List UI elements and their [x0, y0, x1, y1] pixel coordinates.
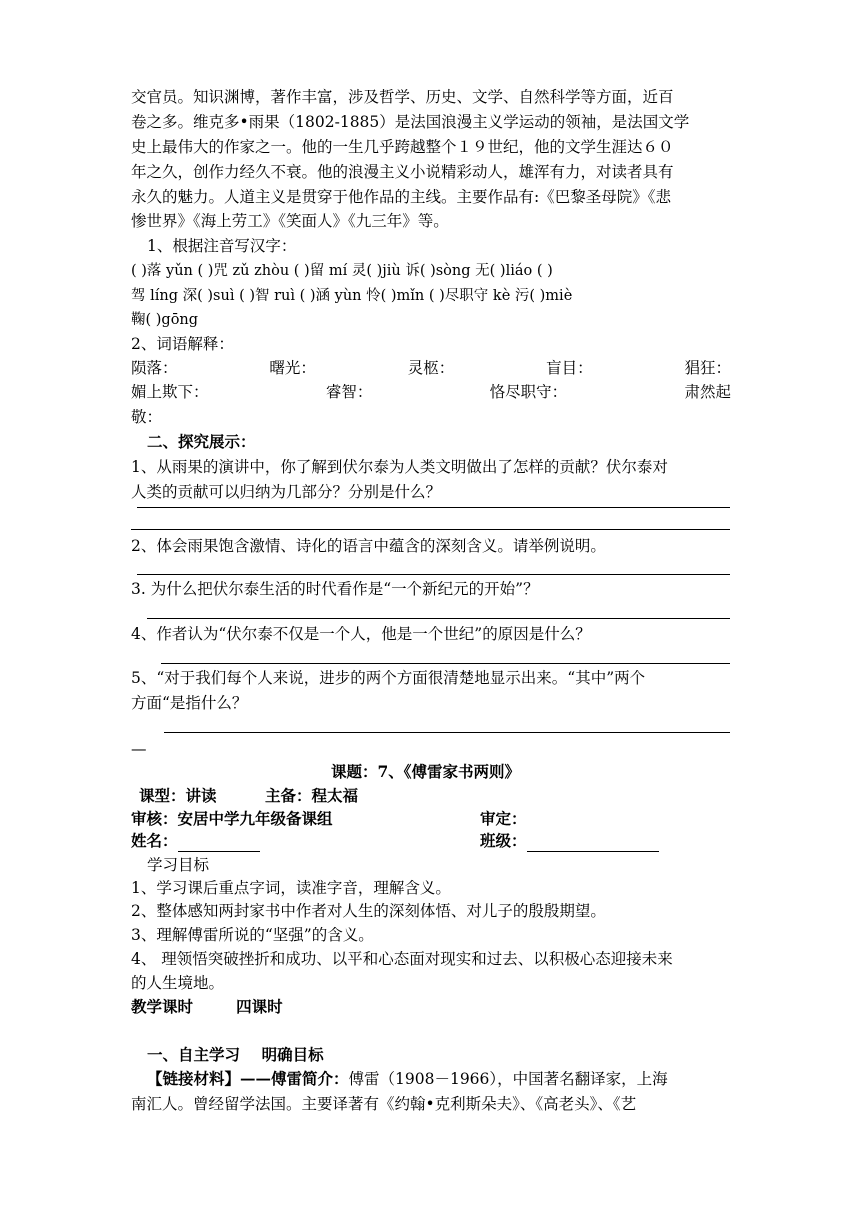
intro-line-3: 史上最伟大的作家之一。他的一生几乎跨越整个１９世纪，他的文学生涯达６０ [131, 138, 674, 156]
pinyin-heading: 1、根据注音写汉字： [147, 237, 297, 255]
name-blank [178, 835, 260, 852]
lesson-author: 主备：程太福 [265, 786, 359, 805]
question-4: 4、作者认为“伏尔泰不仅是一个人，他是一个世纪”的原因是什么？ [131, 625, 591, 643]
lesson-type: 课型：讲读 [139, 786, 217, 805]
class-label [480, 830, 659, 852]
lesson-review: 审核：安居中学九年级备课组 [131, 809, 333, 828]
goal-3: 3、理解傅雷所说的“坚强”的含义。 [131, 926, 374, 944]
goal-4b: 的人生境地。 [131, 974, 225, 992]
trailing-dash: — [131, 740, 147, 758]
pinyin-line-3: 鞠( )gōng [131, 312, 199, 328]
vocab-term: 肃然起 [684, 383, 731, 401]
intro-line-1: 交官员。知识渊博，著作丰富，涉及哲学、历史、文学、自然科学等方面，近百 [131, 88, 674, 106]
name-field-label: 姓名： [131, 831, 178, 850]
goals-heading: 学习目标 [147, 856, 210, 874]
intro-line-4: 年之久，创作力经久不衰。他的浪漫主义小说精彩动人，雄浑有力，对读者具有 [131, 163, 674, 181]
question-1b: 人类的贡献可以归纳为几部分？分别是什么？ [131, 483, 442, 501]
answer-line [131, 529, 730, 530]
question-5b: 方面“是指什么？ [131, 694, 248, 712]
intro-line-2: 卷之多。维克多•雨果（1802-1885）是法国浪漫主义学运动的领袖，是法国文学 [131, 113, 690, 131]
answer-line [147, 618, 730, 619]
pinyin-line-1: ( )落 yǔn ( )咒 zǔ zhòu ( )留 mí 灵( )jiù 诉( )sòng 无( )liáo ( ) [131, 263, 553, 279]
lesson-title: 课题：7、《傅雷家书两则》 [331, 762, 521, 781]
intro-line-5: 永久的魅力。人道主义是贯穿于他作品的主线。主要作品有:《巴黎圣母院》《悲 [131, 188, 671, 206]
goal-1: 1、学习课后重点字词，读准字音，理解含义。 [131, 879, 451, 897]
answer-line [164, 732, 730, 733]
vocab-term: 猖狂： [684, 359, 731, 377]
vocab-term: 曙光： [269, 359, 316, 377]
vocab-heading: 2、词语解释： [131, 335, 234, 353]
name-label [131, 830, 260, 852]
vocab-term: 陨落： [131, 359, 178, 377]
intro-line-6: 惨世界》《海上劳工》《笑面人》《九三年》等。 [131, 212, 449, 230]
goal-4a: 4、 理领悟突破挫折和成功、以平和心态面对现实和过去、以积极心态迎接未来 [131, 950, 673, 968]
class-blank [527, 835, 659, 852]
vocab-row-2 [131, 381, 731, 403]
vocab-term: 睿智： [325, 383, 373, 401]
pinyin-line-2: 驾 líng 深( )suì ( )智 ruì ( )涵 yùn 怜( )mǐn ( )尽职守 kè 污( )miè [131, 288, 573, 304]
link-material-line [147, 1068, 668, 1090]
question-5a: 5、“对于我们每个人来说，进步的两个方面很清楚地显示出来。“其中”两个 [131, 669, 646, 687]
teaching-hours: 教学课时 四课时 [131, 997, 283, 1016]
vocab-row-1 [131, 357, 731, 379]
question-2: 2、体会雨果饱含激情、诗化的语言中蕴含的深刻含义。请举例说明。 [131, 537, 606, 555]
vocab-term: 媚上欺下： [131, 383, 209, 401]
lesson-approve: 审定： [480, 809, 527, 828]
vocab-row-3: 敬： [131, 408, 163, 426]
answer-line [137, 507, 730, 508]
answer-line [137, 574, 730, 575]
self-study-heading: 一、自主学习 明确目标 [147, 1045, 324, 1064]
question-3: 3. 为什么把伏尔泰生活的时代看作是“一个新纪元的开始”？ [131, 580, 539, 598]
question-1a: 1、从雨果的演讲中，你了解到伏尔泰为人类文明做出了怎样的贡献？伏尔泰对 [131, 458, 668, 476]
vocab-term: 盲目： [546, 359, 593, 377]
vocab-term: 灵柩： [407, 359, 455, 377]
link-material-label: 【链接材料】——傅雷简介： [147, 1069, 349, 1088]
goal-2: 2、整体感知两封家书中作者对人生的深刻体悟、对儿子的殷殷期望。 [131, 902, 606, 920]
class-field-label: 班级： [480, 831, 527, 850]
self-study-line-2: 南汇人。曾经留学法国。主要译著有《约翰•克利斯朵夫》、《高老头》、《艺 [131, 1095, 637, 1113]
answer-line [161, 663, 730, 664]
vocab-term: 恪尽职守： [489, 383, 568, 401]
link-material-text: 傅雷（1908－1966），中国著名翻译家，上海 [348, 1070, 668, 1088]
explore-heading: 二、探究展示： [147, 432, 256, 451]
